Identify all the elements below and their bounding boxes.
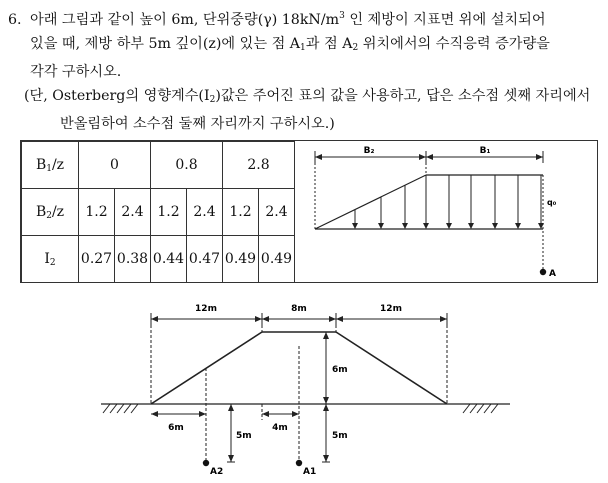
table-cell: 0.27 <box>79 236 115 283</box>
table-cell: 2.4 <box>259 189 295 236</box>
dim-right-slope: 12m <box>380 304 402 314</box>
ground-hatch-left <box>103 404 138 413</box>
table-cell: 0.44 <box>151 236 187 283</box>
table-cell: 0.47 <box>187 236 223 283</box>
question-line2-sub1: 1 <box>300 43 306 53</box>
table-cell: 0.49 <box>223 236 259 283</box>
point-a1-marker <box>296 460 302 466</box>
question-line2-sub2: 2 <box>352 43 359 53</box>
question-number: 6. <box>8 12 22 28</box>
dim-depth-a1: 5m <box>332 431 348 441</box>
point-a1-label: A1 <box>303 467 317 477</box>
question-line1-a: 아래 그림과 같이 높이 6m, 단위중량(γ) 18kN/m <box>30 12 340 28</box>
question-line2-c: 위치에서의 수직응력 증가량을 <box>358 36 550 52</box>
table-cell: 1.2 <box>223 189 259 236</box>
table-cell: 2.8 <box>223 142 295 189</box>
table-cell: 0.8 <box>151 142 223 189</box>
note-line1-b: )값은 주어진 표의 값을 사용하고, 답은 소수점 셋째 자리에서 <box>215 88 591 104</box>
table-header-b1z: $B_1/z$ <box>22 142 79 189</box>
table-header-b2z: $B_2/z$ <box>22 189 79 236</box>
dim-depth-a2: 5m <box>236 431 252 441</box>
table-cell: 1.2 <box>79 189 115 236</box>
note-line2: 반올림하여 소수점 둘째 자리까지 구하시오.) <box>60 116 335 132</box>
question-line3: 각각 구하시오. <box>30 64 122 80</box>
question-line2-b: 과 점 A <box>305 36 353 52</box>
note-line1-sub: 2 <box>209 95 216 105</box>
table-cell: 0.49 <box>259 236 295 283</box>
dim-crest: 8m <box>291 304 307 314</box>
point-a2-marker <box>203 460 209 466</box>
q0-label: q₀ <box>547 198 557 207</box>
table-cell: 2.4 <box>115 189 151 236</box>
table-cell: 1.2 <box>151 189 187 236</box>
note-line1-a: (단, Osterberg의 영향계수(I <box>24 88 210 104</box>
dim-height: 6m <box>332 365 348 375</box>
question-line1-b: 인 제방이 지표면 위에 설치되어 <box>344 12 546 28</box>
question-line1-sup: 3 <box>339 11 345 21</box>
table-cell: 2.4 <box>187 189 223 236</box>
dim-offset-a2: 6m <box>168 423 184 433</box>
ground-hatch-right <box>463 404 498 413</box>
dim-left-slope: 12m <box>195 304 217 314</box>
point-a-label: A <box>549 269 556 279</box>
question-line2-a: 있을 때, 제방 하부 5m 깊이(z)에 있는 점 A <box>30 36 301 52</box>
table-cell: 0 <box>79 142 151 189</box>
b2-label: B₂ <box>363 146 375 156</box>
table-header-i2: $I_2$ <box>22 236 79 283</box>
dim-offset-a1: 4m <box>272 423 288 433</box>
point-a2-label: A2 <box>210 467 224 477</box>
table-cell: 0.38 <box>115 236 151 283</box>
b1-label: B₁ <box>479 146 491 156</box>
